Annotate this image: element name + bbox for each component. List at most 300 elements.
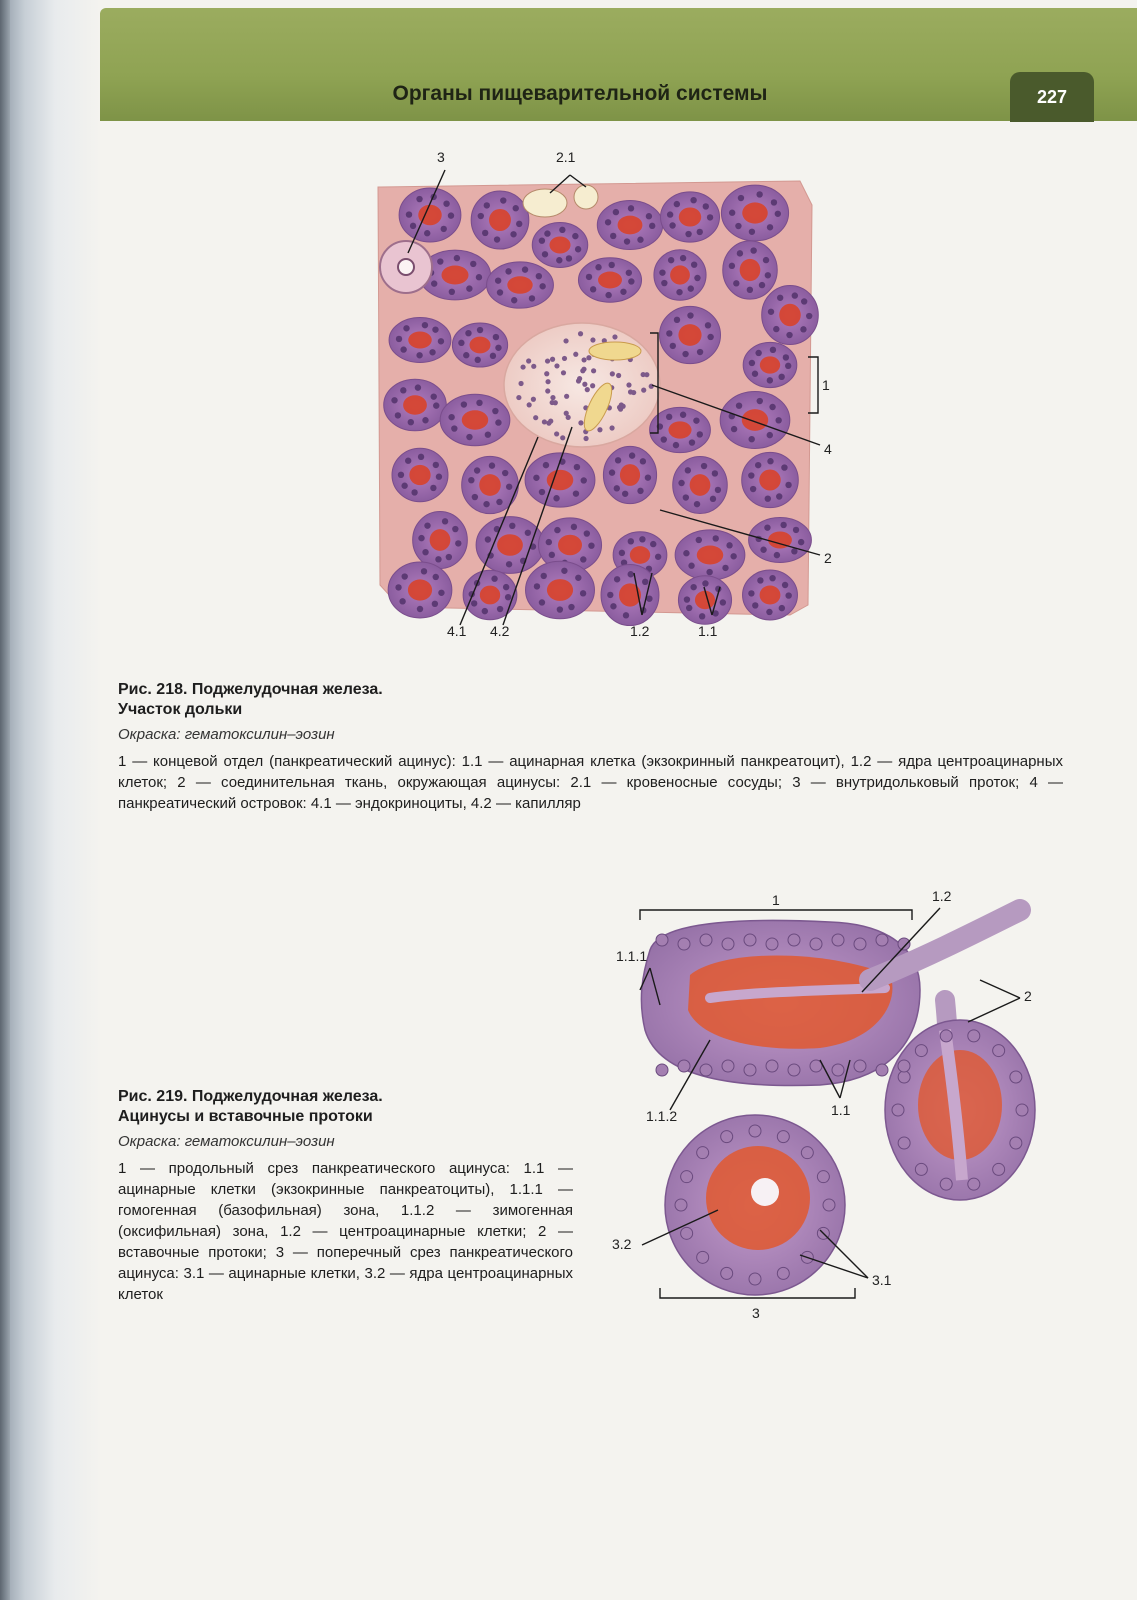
endocrinocyte-nucleus (554, 431, 559, 436)
nucleus (495, 419, 501, 425)
nucleus (614, 485, 620, 491)
endocrinocyte-nucleus (562, 356, 567, 361)
nucleus (793, 527, 799, 533)
zymogen-granules (618, 216, 643, 235)
nucleus (749, 229, 755, 235)
nucleus (639, 536, 645, 542)
nucleus (701, 463, 707, 469)
nucleus (649, 223, 655, 229)
acinar-cell-nucleus (993, 1045, 1005, 1057)
endocrinocyte-nucleus (531, 364, 536, 369)
nucleus (443, 200, 449, 206)
acinar-cell-nucleus (968, 1178, 980, 1190)
endocrinocyte-nucleus (610, 371, 615, 376)
figure-218-stain: Окраска: гематоксилин–эозин (118, 726, 335, 743)
endocrinocyte-nucleus (560, 435, 565, 440)
nucleus (553, 495, 559, 501)
endocrinocyte-nucleus (563, 338, 568, 343)
zymogen-granules (408, 579, 432, 600)
nucleus (529, 295, 535, 301)
nucleus (674, 201, 680, 207)
nucleus (465, 330, 471, 336)
nucleus (561, 568, 567, 574)
nucleus (801, 298, 807, 304)
nucleus (764, 524, 770, 530)
endocrinocyte-nucleus (578, 420, 583, 425)
nucleus (458, 340, 464, 346)
nucleus (442, 518, 448, 524)
nucleus (559, 227, 565, 233)
nucleus (659, 269, 665, 275)
acinar-cell-nucleus (940, 1030, 952, 1042)
acinar-cell-nucleus (697, 1251, 709, 1263)
nucleus (763, 257, 769, 263)
nucleus (437, 258, 443, 264)
nucleus (786, 332, 792, 338)
nucleus (707, 334, 713, 340)
nucleus (777, 295, 783, 301)
endocrinocyte-nucleus (597, 427, 602, 432)
nucleus (476, 400, 482, 406)
nucleus (474, 467, 480, 473)
endocrinocyte-nucleus (545, 358, 550, 363)
acinar-cell-nucleus (993, 1163, 1005, 1175)
nucleus (684, 596, 690, 602)
nucleus (536, 273, 542, 279)
nucleus (768, 309, 774, 315)
nucleus (500, 197, 506, 203)
endocrinocyte-nucleus (518, 381, 523, 386)
nucleus (646, 595, 652, 601)
endocrinocyte-nucleus (612, 334, 617, 339)
endocrinocyte-nucleus (550, 395, 555, 400)
nucleus (629, 452, 635, 458)
nucleus (699, 613, 705, 619)
nucleus (400, 346, 406, 352)
zymogen-granules (549, 236, 570, 253)
acinar-cell-nucleus (940, 1178, 952, 1190)
nucleus (493, 334, 499, 340)
acinar-cell-nucleus (749, 1273, 761, 1285)
nucleus (568, 604, 574, 610)
nucleus (749, 360, 755, 366)
blood-vessel (574, 185, 598, 209)
nucleus (482, 230, 488, 236)
nucleus (729, 210, 735, 216)
nucleus (752, 602, 758, 608)
nucleus (489, 462, 495, 468)
nucleus (449, 289, 455, 295)
nucleus (778, 374, 784, 380)
nucleus (454, 255, 460, 261)
nucleus (505, 268, 511, 274)
nucleus (738, 195, 744, 201)
nucleus (432, 326, 438, 332)
nucleus (770, 347, 776, 353)
nucleus (755, 350, 761, 356)
nucleus (773, 326, 779, 332)
nucleus (590, 286, 596, 292)
nucleus (769, 575, 775, 581)
label-2: 2 (1024, 988, 1032, 1004)
nucleus (690, 584, 696, 590)
figure-219-title-line1: Рис. 219. Поджелудочная железа. (118, 1088, 383, 1105)
nucleus (433, 402, 439, 408)
nucleus (470, 261, 476, 267)
acinar-cell-nucleus (749, 1125, 761, 1137)
label-2-1: 2.1 (556, 149, 576, 165)
label-4-2: 4.2 (490, 623, 510, 639)
nucleus (506, 484, 512, 490)
nucleus (610, 233, 616, 239)
nucleus (730, 553, 736, 559)
nucleus (461, 401, 467, 407)
nucleus (584, 530, 590, 536)
endocrinocyte-nucleus (533, 415, 538, 420)
acinar-cell-nucleus (788, 934, 800, 946)
acinar-cell-nucleus (722, 938, 734, 950)
acinar-cell-nucleus (801, 1147, 813, 1159)
figure-218-title-line1: Рис. 218. Поджелудочная железа. (118, 681, 383, 698)
nucleus (475, 357, 481, 363)
zymogen-granules (742, 409, 768, 431)
nucleus (491, 576, 497, 582)
nucleus (490, 353, 496, 359)
nucleus (418, 535, 424, 541)
nucleus (687, 312, 693, 318)
label-1-1-2: 1.1.2 (646, 1108, 678, 1124)
acinar-cell-nucleus (766, 1060, 778, 1072)
zymogen-granules (690, 474, 711, 496)
figure-219-title-line2: Ацинусы и вставочные протоки (118, 1108, 373, 1125)
nucleus (731, 426, 737, 432)
nucleus (485, 536, 491, 542)
nucleus (678, 480, 684, 486)
endocrinocyte-nucleus (626, 382, 631, 387)
endocrinocyte-nucleus (577, 376, 582, 381)
nucleus (605, 292, 611, 298)
nucleus (733, 280, 739, 286)
nucleus (471, 600, 477, 606)
nucleus (463, 352, 469, 358)
acinar-cell-nucleus (700, 934, 712, 946)
acinar-cell-nucleus (721, 1131, 733, 1143)
zymogen-granules (760, 356, 780, 373)
endocrinocyte-nucleus (546, 421, 551, 426)
endocrinocyte-nucleus (542, 419, 547, 424)
nucleus (676, 289, 682, 295)
nucleus (759, 282, 765, 288)
nucleus (572, 233, 578, 239)
acinar-cell-nucleus (1010, 1137, 1022, 1149)
nucleus (781, 464, 787, 470)
nucleus (766, 609, 772, 615)
figure-218-title-line2: Участок дольки (118, 701, 243, 718)
nucleus (575, 246, 581, 252)
label-3: 3 (752, 1305, 760, 1321)
nucleus (605, 219, 611, 225)
nucleus (421, 568, 427, 574)
label-3: 3 (437, 149, 445, 165)
acinar-cell-nucleus (1016, 1104, 1028, 1116)
zymogen-granules (697, 545, 724, 564)
acinar-cell-nucleus (675, 1199, 687, 1211)
nucleus (668, 257, 674, 263)
nucleus (580, 590, 586, 596)
nucleus (685, 231, 691, 237)
figure-219-caption (118, 1087, 573, 1305)
nucleus (785, 363, 791, 369)
nucleus (646, 213, 652, 219)
endocrinocyte-nucleus (581, 357, 586, 362)
acinar-cell-nucleus (823, 1199, 835, 1211)
nucleus (782, 582, 788, 588)
endocrinocyte-nucleus (649, 384, 654, 389)
nucleus (509, 523, 515, 529)
acinar-cell-nucleus (968, 1030, 980, 1042)
nucleus (694, 501, 700, 507)
acinar-cell-nucleus (656, 1064, 668, 1076)
nucleus (776, 493, 782, 499)
nucleus (620, 289, 626, 295)
zymogen-granules (507, 276, 532, 294)
nucleus (771, 199, 777, 205)
nucleus (395, 412, 401, 418)
acinus-lumen (751, 1178, 779, 1206)
endocrinocyte-nucleus (590, 337, 595, 342)
endocrinocyte-nucleus (545, 379, 550, 384)
nucleus (767, 432, 773, 438)
nucleus (607, 592, 613, 598)
blood-vessel (523, 189, 567, 217)
nucleus (765, 495, 771, 501)
nucleus (779, 605, 785, 611)
pancreatic-islet (504, 323, 660, 447)
nucleus (556, 257, 562, 263)
nucleus (451, 425, 457, 431)
endocrinocyte-nucleus (631, 390, 636, 395)
nucleus (539, 237, 545, 243)
zymogen-granules (403, 395, 427, 415)
nucleus (747, 287, 753, 293)
acinar-cell-nucleus (766, 938, 778, 950)
nucleus (655, 554, 661, 560)
nucleus (472, 494, 478, 500)
nucleus (497, 606, 503, 612)
nucleus (452, 526, 458, 532)
nucleus (446, 554, 452, 560)
figure-219-stain: Окраска: гематоксилин–эозин (118, 1133, 335, 1150)
endocrinocyte-nucleus (573, 352, 578, 357)
nucleus (615, 457, 621, 463)
nucleus (688, 285, 694, 291)
endocrinocyte-nucleus (590, 383, 595, 388)
nucleus (628, 538, 634, 544)
nucleus (492, 408, 498, 414)
zymogen-granules (668, 421, 691, 438)
endocrinocyte-nucleus (581, 367, 586, 372)
nucleus (737, 250, 743, 256)
acinar-cell-nucleus (810, 938, 822, 950)
nucleus (688, 563, 694, 569)
acinar-cell-nucleus (854, 1060, 866, 1072)
nucleus (624, 238, 630, 244)
nucleus (575, 575, 581, 581)
label-3-2: 3.2 (612, 1236, 632, 1252)
nucleus (694, 275, 700, 281)
nucleus (400, 387, 406, 393)
nucleus (485, 431, 491, 437)
nucleus (637, 237, 643, 243)
nucleus (669, 222, 675, 228)
nucleus (448, 414, 454, 420)
acinar-cell-nucleus (898, 1071, 910, 1083)
label-2: 2 (824, 550, 832, 566)
nucleus (406, 211, 412, 217)
nucleus (432, 601, 438, 607)
nucleus (571, 524, 577, 530)
nucleus (693, 417, 699, 423)
nucleus (448, 212, 454, 218)
zymogen-granules (462, 410, 488, 430)
endocrinocyte-nucleus (582, 382, 587, 387)
nucleus (623, 612, 629, 618)
nucleus (707, 214, 713, 220)
nucleus (513, 205, 519, 211)
nucleus (685, 467, 691, 473)
acinar-cell-nucleus (898, 938, 910, 950)
zymogen-granules (759, 469, 781, 490)
nucleus (408, 419, 414, 425)
nucleus (416, 196, 422, 202)
nucleus (706, 569, 712, 575)
nucleus (628, 278, 634, 284)
nucleus (610, 603, 616, 609)
acinar-cell-nucleus (892, 1104, 904, 1116)
nucleus (769, 404, 775, 410)
zymogen-granules (695, 591, 715, 609)
nucleus (484, 202, 490, 208)
nucleus (581, 477, 587, 483)
nucleus (683, 494, 689, 500)
acinar-cell-nucleus (876, 934, 888, 946)
endocrinocyte-nucleus (554, 363, 559, 368)
nucleus (395, 584, 401, 590)
endocrinocyte-nucleus (644, 372, 649, 377)
endocrinocyte-nucleus (609, 425, 614, 430)
nucleus (775, 417, 781, 423)
acinar-cell-nucleus (721, 1267, 733, 1279)
label-1-1-1: 1.1.1 (616, 948, 648, 964)
nucleus (495, 345, 501, 351)
acinar-cell-nucleus (700, 1064, 712, 1076)
nucleus (661, 280, 667, 286)
nucleus (748, 436, 754, 442)
nucleus (767, 224, 773, 230)
endocrinocyte-nucleus (585, 387, 590, 392)
nucleus (767, 377, 773, 383)
nucleus (756, 191, 762, 197)
nucleus (628, 205, 634, 211)
nucleus (543, 462, 549, 468)
pointer-line (980, 980, 1020, 998)
nucleus (666, 414, 672, 420)
nucleus (673, 442, 679, 448)
endocrinocyte-nucleus (591, 368, 596, 373)
nucleus (760, 547, 766, 553)
zymogen-granules (469, 337, 490, 354)
nucleus (622, 491, 628, 497)
acinar-cell-nucleus (898, 1137, 910, 1149)
nucleus (399, 598, 405, 604)
acinar-cell-nucleus (678, 1060, 690, 1072)
nucleus (614, 576, 620, 582)
nucleus (697, 431, 703, 437)
nucleus (697, 349, 703, 355)
nucleus (396, 336, 402, 342)
nucleus (800, 326, 806, 332)
nucleus (522, 266, 528, 272)
nucleus (573, 490, 579, 496)
figure-219-illustration (600, 880, 1060, 1330)
acinar-cell-nucleus (915, 1045, 927, 1057)
zymogen-granules (497, 534, 523, 556)
label-1-1: 1.1 (831, 1102, 851, 1118)
nucleus (411, 489, 417, 495)
nucleus (391, 397, 397, 403)
acinar-cell-nucleus (832, 934, 844, 946)
nucleus (431, 393, 437, 399)
nucleus (431, 280, 437, 286)
zymogen-granules (430, 529, 451, 551)
nucleus (609, 469, 615, 475)
nucleus (750, 486, 756, 492)
nucleus (483, 501, 489, 507)
nucleus (506, 561, 512, 567)
nucleus (401, 573, 407, 579)
nucleus (516, 221, 522, 227)
nucleus (609, 262, 615, 268)
nucleus (645, 474, 651, 480)
zymogen-granules (740, 259, 761, 281)
nucleus (710, 496, 716, 502)
nucleus (401, 483, 407, 489)
nucleus (549, 552, 555, 558)
nucleus (765, 272, 771, 278)
nucleus (468, 477, 474, 483)
endocrinocyte-nucleus (586, 355, 591, 360)
acinar-cell-nucleus (744, 1064, 756, 1076)
acinar-cell-nucleus (656, 934, 668, 946)
nucleus (785, 592, 791, 598)
nucleus (539, 283, 545, 289)
acinar-cell-nucleus (898, 1060, 910, 1072)
acinar-cell-nucleus (832, 1064, 844, 1076)
zymogen-granules (408, 331, 432, 348)
zymogen-granules (630, 546, 650, 564)
nucleus (398, 472, 404, 478)
nucleus (792, 292, 798, 298)
nucleus (580, 556, 586, 562)
nucleus (702, 580, 708, 586)
zymogen-granules (441, 266, 468, 285)
nucleus (525, 530, 531, 536)
chapter-title: Органы пищеварительной системы (392, 82, 768, 105)
nucleus (466, 434, 472, 440)
nucleus (715, 487, 721, 493)
acinar-cell-nucleus (681, 1227, 693, 1239)
figure-219-legend: 1 — продольный срез панкреатического ацинуса: 1.1 — ацинарные клетки (экзокринные панкреатоциты), 1.1.1 — гомогенная (базофильная) зона, 1.1.2 — зимогенная (оксифильная) зона, 1.2 — центроацинарные клетки; 2 — вставочные протоки; 3 — поперечный срез панкреатического ацинуса: 3.1 — ацинарные клетки, 3.2 — ядра центроацинарных клеток (118, 1160, 573, 1303)
